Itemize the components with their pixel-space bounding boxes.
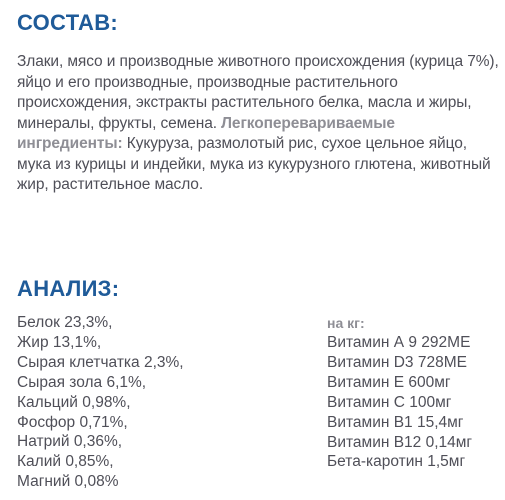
nutrients-list	[17, 313, 297, 492]
nutrient-row: Натрий 0,36%,	[17, 433, 123, 451]
digestible-ingredients-label: Легкоперевариваемые ингредиенты:	[17, 114, 395, 152]
per-kg-label: на кг:	[327, 315, 365, 331]
digestible-ingredients-text: Кукуруза, размолотый рис, сухое цельное яйцо, мука из курицы и индейки, мука из кукурузного глютена, животный жир, растительное масло.	[17, 135, 491, 193]
nutrient-row: Калий 0,85%,	[17, 453, 114, 471]
nutrient-row: Белок 23,3%,	[17, 314, 113, 331]
vitamins-list	[327, 333, 503, 472]
analysis-title: АНАЛИЗ:	[17, 276, 120, 301]
nutrient-row: Сырая зола 6,1%,	[17, 373, 147, 391]
vitamin-row: Витамин D3 728МЕ	[327, 353, 467, 371]
vitamin-row: Витамин Е 600мг	[327, 373, 451, 391]
composition-main-text: Злаки, мясо и производные животного происхождения (курица 7%), яйцо и его производные, производные растительного происхождения, экстракты растительного белка, масла и жиры, минералы, фрукты, семена.	[17, 53, 499, 132]
vitamin-row: Витамин В1 15,4мг	[327, 413, 464, 431]
vitamin-row: Бета-каротин 1,5мг	[327, 453, 466, 471]
vitamin-row: Витамин С 100мг	[327, 393, 452, 411]
nutrient-row: Фосфор 0,71%,	[17, 413, 128, 431]
vitamin-row: Витамин А 9 292МЕ	[327, 334, 471, 351]
composition-text	[17, 52, 503, 196]
vitamin-row: Витамин В12 0,14мг	[327, 433, 473, 451]
nutrient-row: Магний 0,08%	[17, 473, 119, 491]
nutrient-row: Сырая клетчатка 2,3%,	[17, 353, 184, 371]
nutrient-row: Жир 13,1%,	[17, 333, 102, 351]
nutrient-row: Кальций 0,98%,	[17, 393, 131, 411]
composition-title: СОСТАВ:	[17, 10, 119, 35]
